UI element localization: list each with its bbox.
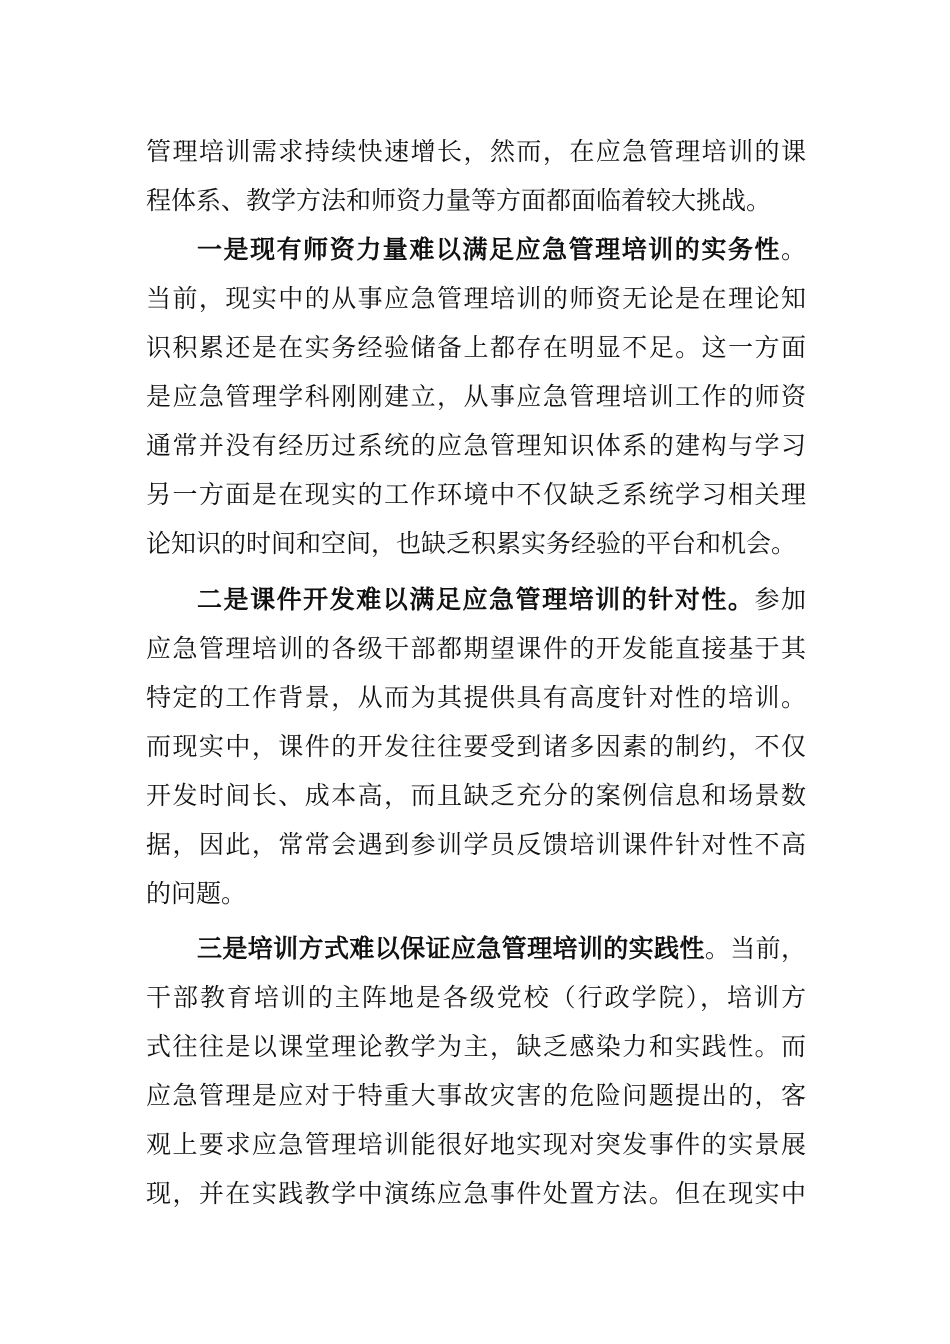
text-line: 应急管理培训的各级干部都期望课件的开发能直接基于其 bbox=[146, 634, 806, 663]
bold-heading: 一是现有师资力量难以满足应急管理培训的实务性 bbox=[197, 235, 781, 264]
paragraph-heading-line bbox=[197, 929, 806, 969]
text-line: 式往往是以课堂理论教学为主，缺乏感染力和实践性。而 bbox=[146, 1032, 806, 1061]
text-line: 论知识的时间和空间，也缺乏积累实务经验的平台和机会。 bbox=[146, 529, 797, 558]
bold-heading: 二是课件开发难以满足应急管理培训的针对性。 bbox=[197, 585, 755, 614]
text-line: 的问题。 bbox=[146, 879, 247, 908]
bold-heading: 三是培训方式难以保证应急管理培训的实践性 bbox=[197, 934, 705, 963]
text-line: 另一方面是在现实的工作环境中不仅缺乏系统学习相关理 bbox=[146, 480, 806, 509]
heading-rest: 参加 bbox=[754, 585, 806, 614]
heading-rest: 。当前， bbox=[704, 934, 806, 963]
text-line: 据，因此，常常会遇到参训学员反馈培训课件针对性不高 bbox=[146, 830, 806, 859]
text-line: 管理培训需求持续快速增长，然而，在应急管理培训的课 bbox=[146, 137, 806, 166]
text-line: 应急管理是应对于特重大事故灾害的危险问题提出的，客 bbox=[146, 1081, 806, 1110]
text-line: 而现实中，课件的开发往往要受到诸多因素的制约，不仅 bbox=[146, 732, 806, 761]
paragraph-heading-line bbox=[197, 580, 806, 620]
text-line: 干部教育培训的主阵地是各级党校（行政学院），培训方 bbox=[146, 983, 806, 1012]
heading-rest: 。 bbox=[780, 235, 806, 264]
text-line: 通常并没有经历过系统的应急管理知识体系的建构与学习 bbox=[146, 431, 806, 460]
text-line: 观上要求应急管理培训能很好地实现对突发事件的实景展 bbox=[146, 1130, 806, 1159]
text-line: 识积累还是在实务经验储备上都存在明显不足。这一方面 bbox=[146, 333, 806, 362]
text-line: 开发时间长、成本高，而且缺乏充分的案例信息和场景数 bbox=[146, 781, 806, 810]
paragraph-heading-line bbox=[197, 230, 806, 270]
text-line: 当前，现实中的从事应急管理培训的师资无论是在理论知 bbox=[146, 284, 806, 313]
text-line: 是应急管理学科刚刚建立，从事应急管理培训工作的师资 bbox=[146, 382, 806, 411]
text-line: 特定的工作背景，从而为其提供具有高度针对性的培训。 bbox=[146, 683, 806, 712]
text-line: 程体系、教学方法和师资力量等方面都面临着较大挑战。 bbox=[146, 186, 772, 215]
text-line: 现，并在实践教学中演练应急事件处置方法。但在现实中 bbox=[146, 1179, 806, 1208]
